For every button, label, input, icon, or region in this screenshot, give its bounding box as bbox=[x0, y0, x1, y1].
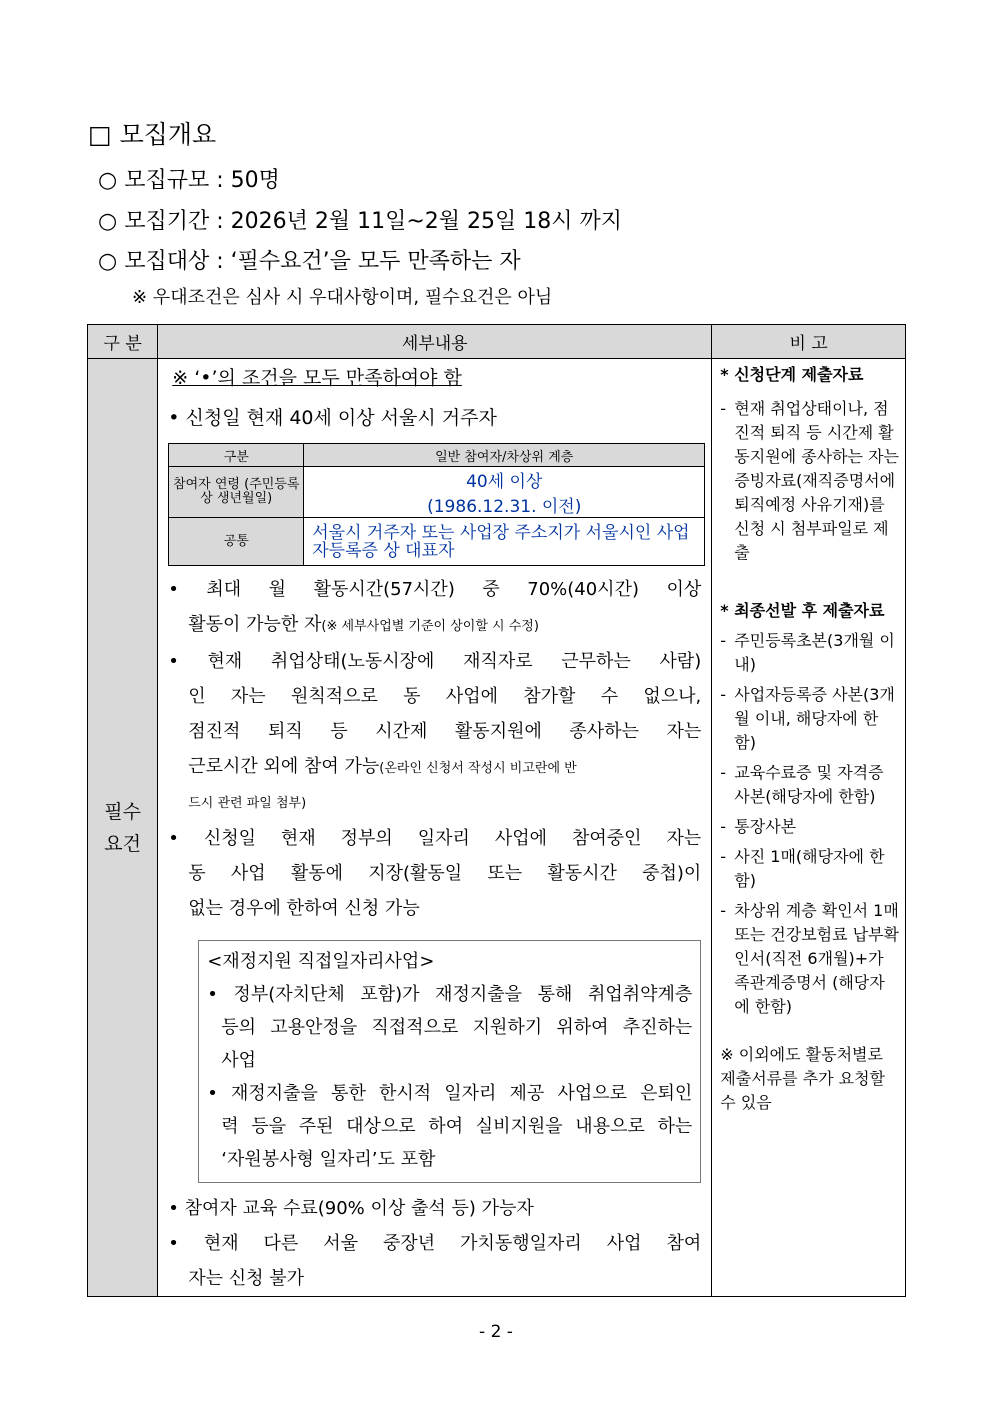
condition-note: ※ ‘•’의 조건을 모두 만족하여야 함 bbox=[172, 367, 462, 389]
bullet-duplicate-1: • 현재 다른 서울 중장년 가치동행일자리 사업 참여 bbox=[168, 1233, 702, 1254]
bullet-hours-2: 활동이 가능한 자 bbox=[188, 614, 322, 635]
bullet-government-3: 없는 경우에 한하여 신청 가능 bbox=[188, 898, 420, 919]
box-bullet1-3: 사업 bbox=[221, 1050, 257, 1071]
section-heading: □ 모집개요 bbox=[88, 120, 217, 149]
bullet-employment-note1: (온라인 신청서 작성시 비고란에 반 bbox=[379, 761, 577, 776]
bullet-duplicate-2: 자는 신청 불가 bbox=[188, 1268, 305, 1289]
bullet-employment-1: • 현재 취업상태(노동시장에 재직자로 근무하는 사람) bbox=[168, 651, 702, 672]
inner-header-left: 구분 bbox=[169, 444, 304, 467]
final-item-6: - 차상위 계층 확인서 1매 또는 건강보험료 납부확인서(직전 6개월)+가족관계증명서 (해당자에 한함) bbox=[720, 901, 900, 1016]
remarks-cell bbox=[712, 359, 906, 1297]
final-stage-title: * 최종선발 후 제출자료 bbox=[720, 601, 885, 620]
recruit-scale: ○ 모집규모 : 50명 bbox=[98, 168, 280, 193]
bullet-employment-4: 근로시간 외에 참여 가능 bbox=[188, 756, 380, 777]
box-bullet1-1: • 정부(자치단체 포함)가 재정지출을 통해 취업취약계층 bbox=[207, 984, 693, 1005]
age-date: (1986.12.31. 이전) bbox=[427, 497, 582, 517]
common-value: 서울시 거주자 또는 사업장 주소지가 서울시인 사업자등록증 상 대표자 bbox=[312, 522, 690, 561]
header-details: 세부내용 bbox=[158, 325, 712, 359]
final-item-1: - 주민등록초본(3개월 이내) bbox=[720, 631, 895, 674]
inner-header-right: 일반 참여자/차상위 계층 bbox=[304, 444, 705, 467]
box-bullet2-3: ‘자원봉사형 일자리’도 포함 bbox=[221, 1149, 436, 1170]
final-item-2: - 사업자등록증 사본(3개월 이내, 해당자에 한함) bbox=[720, 685, 895, 752]
final-item-3: - 교육수료증 및 자격증 사본(해당자에 한함) bbox=[720, 763, 884, 806]
bullet-education: • 참여자 교육 수료(90% 이상 출석 등) 가능자 bbox=[168, 1198, 534, 1219]
age-value: 40세 이상 bbox=[466, 472, 543, 492]
page-number: - 2 - bbox=[479, 1322, 513, 1342]
common-label: 공통 bbox=[169, 518, 304, 566]
box-bullet2-1: • 재정지출을 통한 한시적 일자리 제공 사업으로 은퇴인 bbox=[207, 1083, 693, 1104]
bullet-hours-1: • 최대 월 활동시간(57시간) 중 70%(40시간) 이상 bbox=[168, 579, 702, 600]
header-category: 구 분 bbox=[88, 325, 158, 359]
apply-stage-title: * 신청단계 제출자료 bbox=[720, 365, 864, 384]
bullet-employment-note2: 드시 관련 파일 첨부) bbox=[188, 796, 307, 811]
bullet-employment-3: 점진적 퇴직 등 시간제 활동지원에 종사하는 자는 bbox=[188, 721, 702, 742]
box-bullet1-2: 등의 고용안정을 직접적으로 지원하기 위하여 추진하는 bbox=[221, 1017, 693, 1038]
bullet-employment-2: 인 자는 원칙적으로 동 사업에 참가할 수 없으나, bbox=[188, 686, 702, 707]
preference-note: ※ 우대조건은 심사 시 우대사항이며, 필수요건은 아님 bbox=[132, 287, 553, 308]
extra-note: ※ 이외에도 활동처별로 제출서류를 추가 요청할 수 있음 bbox=[720, 1045, 886, 1112]
bullet-government-2: 동 사업 활동에 지장(활동일 또는 활동시간 중첩)이 bbox=[188, 863, 702, 884]
recruit-target: ○ 모집대상 : ‘필수요건’을 모두 만족하는 자 bbox=[98, 249, 521, 274]
row-label: 필수 요건 bbox=[88, 359, 158, 1297]
age-table bbox=[168, 443, 705, 566]
bullet-government-1: • 신청일 현재 정부의 일자리 사업에 참여중인 자는 bbox=[168, 828, 702, 849]
apply-stage-item: - 현재 취업상태이나, 점진적 퇴직 등 시간제 활동지원에 종사하는 자는 증빙자료(재직증명서에 퇴직예정 사유기재)를 신청 시 첨부파일로 제출 bbox=[720, 399, 900, 562]
age-label: 참여자 연령 (주민등록상 생년월일) bbox=[169, 467, 304, 518]
direct-job-box bbox=[198, 940, 701, 1183]
recruit-period: ○ 모집기간 : 2026년 2월 11일~2월 25일 18시 까지 bbox=[98, 209, 622, 234]
bullet-age: • 신청일 현재 40세 이상 서울시 거주자 bbox=[168, 407, 497, 429]
details-cell bbox=[158, 359, 712, 1297]
requirements-table bbox=[87, 324, 906, 1297]
bullet-hours-note: (※ 세부사업별 기준이 상이할 시 수정) bbox=[321, 619, 539, 634]
final-item-5: - 사진 1매(해당자에 한함) bbox=[720, 847, 885, 890]
box-title: <재정지원 직접일자리사업> bbox=[207, 951, 435, 972]
final-item-4: - 통장사본 bbox=[720, 817, 797, 836]
header-remarks: 비 고 bbox=[712, 325, 906, 359]
box-bullet2-2: 력 등을 주된 대상으로 하여 실비지원을 내용으로 하는 bbox=[221, 1116, 693, 1137]
